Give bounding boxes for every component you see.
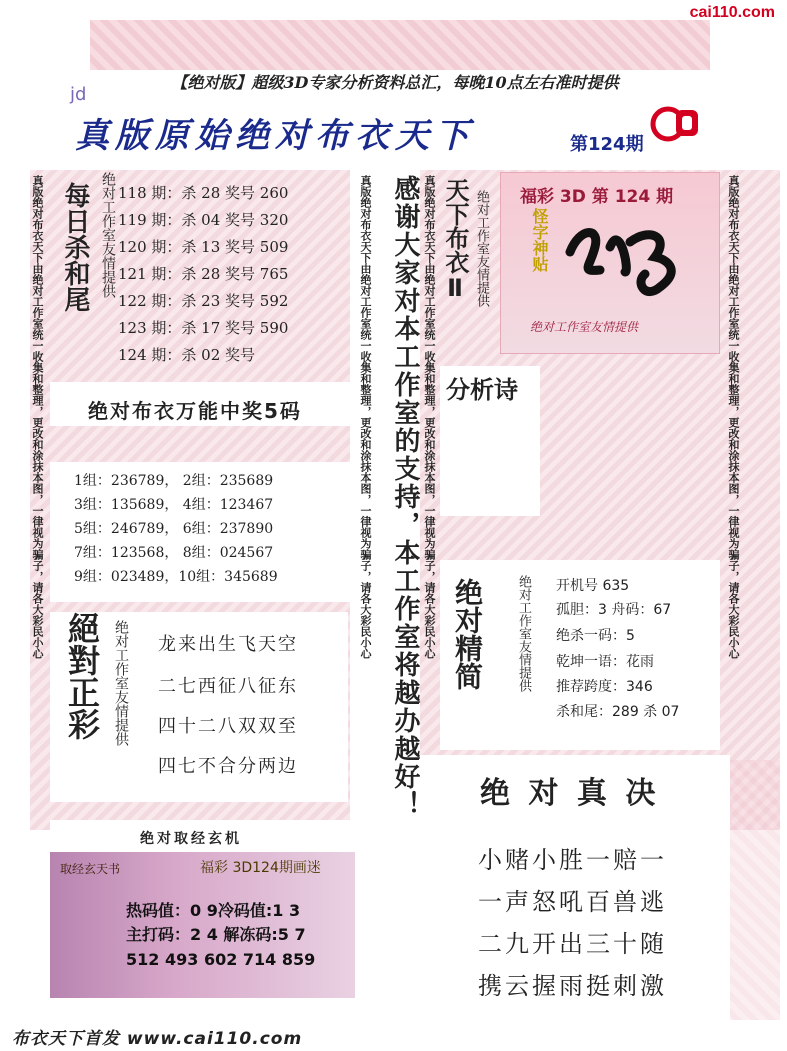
group-row: 1组：236789， 2组：235689 <box>74 473 274 489</box>
qujing-hot-cold: 热码值：0 9冷码值:1 3 <box>126 901 301 920</box>
lottery-logo-icon <box>648 104 706 144</box>
zhenjue-line: 小赌小胜一赔一 <box>478 846 667 874</box>
qujing-main-unlock: 主打码：2 4 解冻码:5 7 <box>126 925 306 944</box>
kill-row: 124 期：杀 02 奖号 <box>118 346 256 364</box>
kill-row: 118 期：杀 28 奖号 260 <box>118 184 289 202</box>
header-background <box>90 20 710 70</box>
kill-provider: 绝对工作室友情提供 <box>100 172 116 298</box>
kill-title: 每日杀和尾 <box>60 182 90 312</box>
issue-number: 第124期 <box>570 134 644 155</box>
jd-mark: jd <box>70 84 87 105</box>
qujing-numbers: 512 493 602 714 859 <box>126 950 316 969</box>
scrawl-image <box>560 212 700 312</box>
photo-label: 怪字神贴 <box>530 208 549 272</box>
thanks-message: 感谢大家对本工作室的支持，本工作室将越办越好！ <box>390 175 420 819</box>
tianxia-title: 天下布衣Ⅱ <box>441 178 469 302</box>
group-row: 5组：246789， 6组：237890 <box>74 521 274 537</box>
poem-line: 四十二八双双至 <box>158 716 298 737</box>
kill-row: 123 期：杀 17 奖号 590 <box>118 319 289 337</box>
qujing-banner: 福彩 3D124期画迷 <box>200 860 321 876</box>
footer-link[interactable]: 布衣天下首发 www.cai110.com <box>12 1029 303 1049</box>
jingjian-title: 绝对精简 <box>451 578 484 690</box>
zhenjue-line: 携云握雨挺刺激 <box>478 972 667 1000</box>
top-banner: 【绝对版】超级3D专家分析资料总汇，每晚10点左右准时提供 <box>70 70 720 96</box>
poem-line: 二七西征八征东 <box>158 676 298 697</box>
group-row: 3组：135689， 4组：123467 <box>74 497 274 513</box>
photo-caption: 福彩 3D 第 124 期 <box>520 187 674 207</box>
kill-row: 119 期：杀 04 奖号 320 <box>118 211 289 229</box>
kill-row: 121 期：杀 28 奖号 765 <box>118 265 289 283</box>
kill-row: 122 期：杀 23 奖号 592 <box>118 292 289 310</box>
poem-line: 龙来出生飞天空 <box>158 634 298 655</box>
site-logo: cai110.com <box>689 4 775 21</box>
mid-warning-2: 真版绝对布衣天下由绝对工作室统一收集和整理，更改和涂抹本图，一律视为骗子，请各大彩民小心 <box>423 175 436 659</box>
zhenjue-line: 一声怒吼百兽逃 <box>478 888 667 916</box>
jingjian-row: 推荐跨度：346 <box>556 679 653 695</box>
jingjian-row: 开机号 635 <box>556 578 630 594</box>
jingjian-row: 杀和尾：289 杀 07 <box>556 704 680 720</box>
tianxia-provider: 绝对工作室友情提供 <box>474 190 489 307</box>
five-code-title: 绝对布衣万能中奖5码 <box>88 399 302 423</box>
jingjian-row: 乾坤一语：花雨 <box>556 654 654 670</box>
zhenjue-line: 二九开出三十随 <box>478 930 667 958</box>
zhengcai-title: 絕對正彩 <box>63 612 101 740</box>
analysis-title: 分析诗 <box>446 376 518 404</box>
group-row: 9组：023489，10组：345689 <box>74 569 278 585</box>
zhengcai-provider: 绝对工作室友情提供 <box>113 620 129 746</box>
kill-row: 120 期：杀 13 奖号 509 <box>118 238 289 256</box>
qujing-left-label: 取经玄天书 <box>60 862 121 876</box>
right-side-warning: 真版绝对布衣天下由绝对工作室统一收集和整理，更改和涂抹本图，一律视为骗子，请各大彩民小心 <box>727 175 740 659</box>
qujing-heading: 绝对取经玄机 <box>140 831 242 847</box>
photo-footer: 绝对工作室友情提供 <box>530 320 639 334</box>
analysis-lines-holder <box>446 414 540 510</box>
jingjian-row: 绝杀一码：5 <box>556 628 635 644</box>
mid-warning-1: 真版绝对布衣天下由绝对工作室统一收集和整理，更改和涂抹本图，一律视为骗子，请各大彩民小心 <box>359 175 372 659</box>
main-title: 真版原始绝对布衣天下 <box>75 116 475 156</box>
left-side-warning: 真版绝对布衣天下由绝对工作室统一收集和整理，更改和涂抹本图，一律视为骗子，请各大彩民小心 <box>31 175 44 659</box>
group-row: 7组：123568， 8组：024567 <box>74 545 274 561</box>
jingjian-row: 孤胆：3 舟码：67 <box>556 602 672 618</box>
zhenjue-title: 绝 对 真 决 <box>480 776 660 811</box>
jingjian-provider: 绝对工作室友情提供 <box>516 575 531 692</box>
poem-line: 四七不合分两边 <box>158 756 298 777</box>
